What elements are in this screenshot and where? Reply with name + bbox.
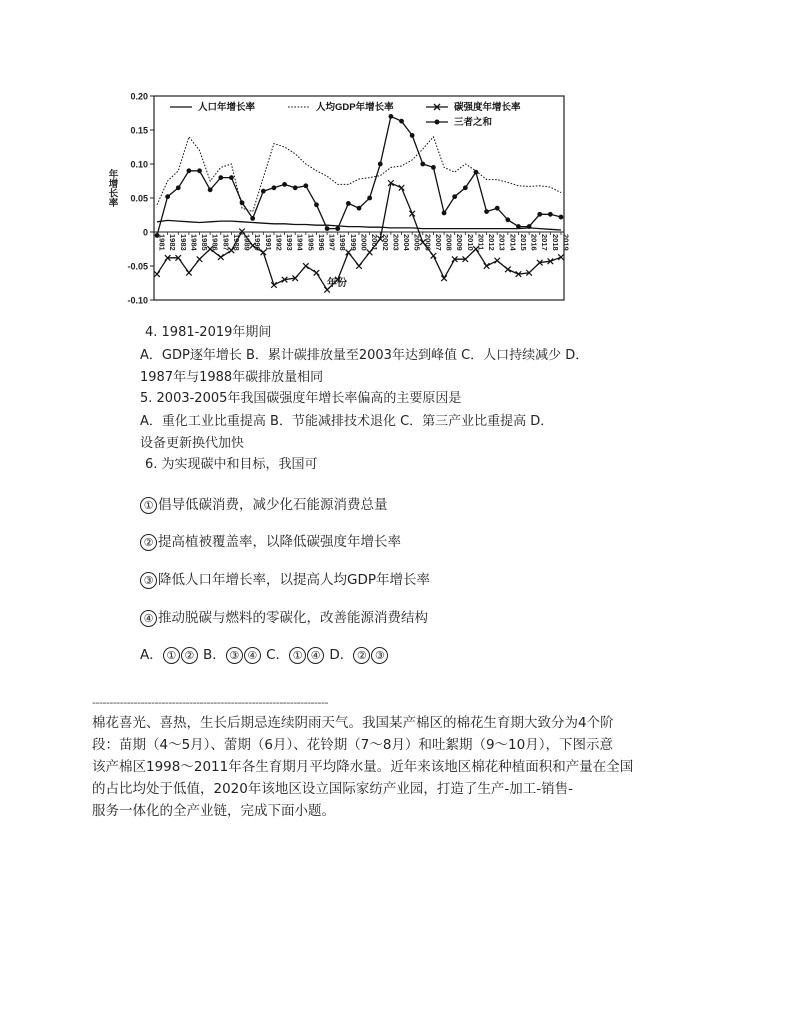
passage-line: 段：苗期（4～5月）、蕾期（6月）、花铃期（7～8月）和吐絮期（9～10月），下图示意 bbox=[92, 737, 613, 753]
x-tick-label: 1991 bbox=[263, 234, 273, 251]
x-tick-label: 1985 bbox=[200, 234, 210, 251]
option-a-num-2: ② bbox=[181, 647, 198, 664]
option-d-label: D． bbox=[329, 647, 354, 663]
q6-answer-options bbox=[140, 643, 389, 664]
data-point-sum bbox=[325, 226, 330, 231]
option-c-label: C． bbox=[266, 647, 290, 663]
passage-line: 棉花喜光、喜热，生长后期忌连续阴雨天气。我国某产棉区的棉花生育期大致分为4个阶 bbox=[92, 715, 614, 731]
x-tick-label: 1987 bbox=[221, 234, 231, 251]
chart-svg bbox=[98, 88, 574, 314]
x-tick-label: 1992 bbox=[274, 234, 284, 251]
data-point-carbon bbox=[441, 275, 447, 281]
item-number-badge: ① bbox=[140, 497, 157, 514]
x-tick-label: 1994 bbox=[295, 234, 305, 251]
option-d-num-1: ② bbox=[353, 647, 370, 664]
item-number-badge: ④ bbox=[140, 610, 157, 627]
x-tick-label: 2004 bbox=[402, 234, 412, 251]
q6-item-1 bbox=[140, 493, 388, 514]
data-point-sum bbox=[388, 114, 393, 119]
x-tick-label: 1988 bbox=[231, 234, 241, 251]
legend-label-1: 人口年增长率 bbox=[198, 102, 256, 113]
data-point-carbon bbox=[409, 211, 415, 217]
x-tick-label: 2016 bbox=[529, 234, 539, 251]
y-tick-label: -0.10 bbox=[127, 295, 148, 306]
y-tick-label: -0.05 bbox=[127, 261, 148, 272]
passage-line: 的占比均处于低值，2020年该地区设立国际家纺产业园，打造了生产-加工-销售- bbox=[92, 781, 573, 797]
y-tick-label: 0.05 bbox=[130, 193, 148, 204]
data-point-sum bbox=[165, 194, 170, 199]
legend-label-3: 碳强度年增长率 bbox=[454, 102, 521, 113]
data-point-sum bbox=[357, 206, 362, 211]
q4-options-line1: A．GDP逐年增长 B．累计碳排放量至2003年达到峰值 C．人口持续减少 D． bbox=[140, 348, 589, 363]
q6-item-text: 提高植被覆盖率，以降低碳强度年增长率 bbox=[158, 534, 401, 550]
data-point-carbon bbox=[484, 263, 490, 269]
x-tick-label: 1990 bbox=[253, 234, 263, 251]
q6-item-text: 倡导低碳消费，减少化石能源消费总量 bbox=[158, 497, 388, 513]
x-tick-label: 1997 bbox=[327, 234, 337, 251]
data-point-sum bbox=[367, 196, 372, 201]
data-point-sum bbox=[505, 217, 510, 222]
x-tick-label: 2013 bbox=[497, 234, 507, 251]
x-tick-label: 1983 bbox=[178, 234, 188, 251]
option-b-num-1: ③ bbox=[226, 647, 243, 664]
y-tick-label: 0.15 bbox=[130, 125, 148, 136]
passage-line: 服务一体化的全产业链，完成下面小题。 bbox=[92, 803, 335, 819]
data-point-sum bbox=[399, 119, 404, 124]
x-tick-label: 1995 bbox=[306, 234, 316, 251]
option-b-label: B． bbox=[203, 647, 226, 663]
data-point-sum bbox=[495, 206, 500, 211]
option-a-label: A． bbox=[140, 647, 163, 663]
data-point-sum bbox=[442, 211, 447, 216]
option-a-num-1: ① bbox=[163, 647, 180, 664]
x-tick-label: 2000 bbox=[359, 234, 369, 251]
data-point-carbon bbox=[494, 258, 500, 264]
data-point-sum bbox=[431, 165, 436, 170]
x-tick-label: 1993 bbox=[285, 234, 295, 251]
x-tick-label: 2010 bbox=[465, 234, 475, 251]
x-tick-label: 1981 bbox=[157, 234, 167, 251]
data-point-carbon bbox=[356, 263, 362, 269]
q4-options-line2: 1987年与1988年碳排放量相同 bbox=[140, 370, 324, 385]
x-tick-label: 2011 bbox=[476, 234, 486, 251]
series-line-2 bbox=[157, 137, 561, 212]
data-point-sum bbox=[261, 189, 266, 194]
data-point-sum bbox=[335, 226, 340, 231]
data-point-sum bbox=[240, 200, 245, 205]
x-tick-label: 2001 bbox=[370, 234, 380, 251]
data-point-sum bbox=[229, 175, 234, 180]
data-point-sum bbox=[474, 170, 479, 175]
data-point-sum bbox=[537, 212, 542, 217]
data-point-sum bbox=[314, 202, 319, 207]
q6-item-text: 降低人口年增长率，以提高人均GDP年增长率 bbox=[158, 572, 430, 588]
growth-rate-chart bbox=[98, 88, 574, 314]
q6-item-text: 推动脱碳与燃料的零碳化，改善能源消费结构 bbox=[158, 610, 428, 626]
data-point-sum bbox=[250, 216, 255, 221]
data-point-sum bbox=[516, 224, 521, 229]
data-point-sum bbox=[282, 182, 287, 187]
y-tick-label: 0.20 bbox=[130, 91, 148, 102]
plot-frame bbox=[154, 96, 564, 300]
data-point-carbon bbox=[303, 263, 309, 269]
data-point-sum bbox=[452, 194, 457, 199]
data-point-sum bbox=[378, 162, 383, 167]
series-line-1 bbox=[157, 220, 561, 230]
q6-item-4 bbox=[140, 606, 428, 627]
data-point-sum bbox=[420, 162, 425, 167]
data-point-sum bbox=[527, 224, 532, 229]
data-point-sum bbox=[410, 133, 415, 138]
series-line-4 bbox=[157, 116, 561, 235]
option-c-num-2: ④ bbox=[307, 647, 324, 664]
data-point-carbon bbox=[431, 253, 437, 259]
passage bbox=[92, 712, 712, 822]
data-point-sum bbox=[559, 215, 564, 220]
x-tick-label: 2017 bbox=[540, 234, 550, 251]
y-tick-label: 0.10 bbox=[130, 159, 148, 170]
data-point-sum bbox=[303, 183, 308, 188]
data-point-carbon bbox=[314, 270, 320, 276]
option-c-num-1: ① bbox=[289, 647, 306, 664]
x-tick-label: 1998 bbox=[338, 234, 348, 251]
q6-stem: 6. 为实现碳中和目标，我国可 bbox=[145, 457, 318, 472]
x-tick-label: 2012 bbox=[487, 234, 497, 251]
x-tick-label: 1986 bbox=[210, 234, 220, 251]
data-point-sum bbox=[272, 185, 277, 190]
legend-marker-dot bbox=[435, 120, 440, 125]
x-tick-label: 2006 bbox=[423, 234, 433, 251]
legend-label-2: 人均GDP年增长率 bbox=[316, 102, 394, 113]
section-divider: -------------------------------------------------------------------- bbox=[92, 696, 328, 709]
data-point-carbon bbox=[505, 267, 511, 273]
x-tick-label: 2002 bbox=[380, 234, 390, 251]
data-point-sum bbox=[484, 209, 489, 214]
y-tick-label: 0 bbox=[142, 227, 148, 238]
data-point-carbon bbox=[218, 254, 224, 260]
x-tick-label: 2007 bbox=[433, 234, 443, 251]
data-point-carbon bbox=[186, 270, 192, 276]
data-point-carbon bbox=[399, 185, 405, 191]
q5-options-line1: A．重化工业比重提高 B．节能减排技术退化 C．第三产业比重提高 D． bbox=[140, 414, 554, 429]
q5-stem: 5. 2003-2005年我国碳强度年增长率偏高的主要原因是 bbox=[140, 391, 462, 406]
q6-item-2 bbox=[140, 530, 401, 551]
q4-stem: 4. 1981-2019年期间 bbox=[145, 325, 272, 340]
data-point-sum bbox=[218, 175, 223, 180]
data-point-sum bbox=[293, 185, 298, 190]
x-tick-label: 1999 bbox=[348, 234, 358, 251]
passage-line: 该产棉区1998～2011年各生育期月平均降水量。近年来该地区棉花种植面积和产量在全国 bbox=[92, 759, 634, 775]
data-point-sum bbox=[463, 185, 468, 190]
data-point-sum bbox=[186, 168, 191, 173]
option-b-num-2: ④ bbox=[244, 647, 261, 664]
x-tick-label: 1982 bbox=[168, 234, 178, 251]
q6-item-3 bbox=[140, 568, 430, 589]
item-number-badge: ② bbox=[140, 534, 157, 551]
x-tick-label: 2014 bbox=[508, 234, 518, 251]
q5-options-line2: 设备更新换代加快 bbox=[140, 436, 245, 451]
y-axis-label: 年增长率 bbox=[106, 169, 118, 207]
x-tick-label: 1989 bbox=[242, 234, 252, 251]
x-tick-label: 1984 bbox=[189, 234, 199, 251]
data-point-sum bbox=[176, 185, 181, 190]
data-point-carbon bbox=[558, 254, 564, 260]
data-point-sum bbox=[346, 201, 351, 206]
data-point-carbon bbox=[154, 271, 160, 277]
legend-label-4: 三者之和 bbox=[454, 117, 493, 128]
data-point-sum bbox=[548, 212, 553, 217]
x-tick-label: 2009 bbox=[455, 234, 465, 251]
data-point-sum bbox=[208, 187, 213, 192]
x-axis-label: 年份 bbox=[327, 278, 347, 289]
option-d-num-2: ③ bbox=[371, 647, 388, 664]
data-point-sum bbox=[197, 168, 202, 173]
x-tick-label: 2005 bbox=[412, 234, 422, 251]
item-number-badge: ③ bbox=[140, 572, 157, 589]
x-tick-label: 2015 bbox=[518, 234, 528, 251]
x-tick-label: 1996 bbox=[316, 234, 326, 251]
data-point-carbon bbox=[197, 256, 203, 262]
x-tick-label: 2008 bbox=[444, 234, 454, 251]
x-tick-label: 2003 bbox=[391, 234, 401, 251]
x-tick-label: 2019 bbox=[561, 234, 571, 251]
x-tick-label: 2018 bbox=[550, 234, 560, 251]
